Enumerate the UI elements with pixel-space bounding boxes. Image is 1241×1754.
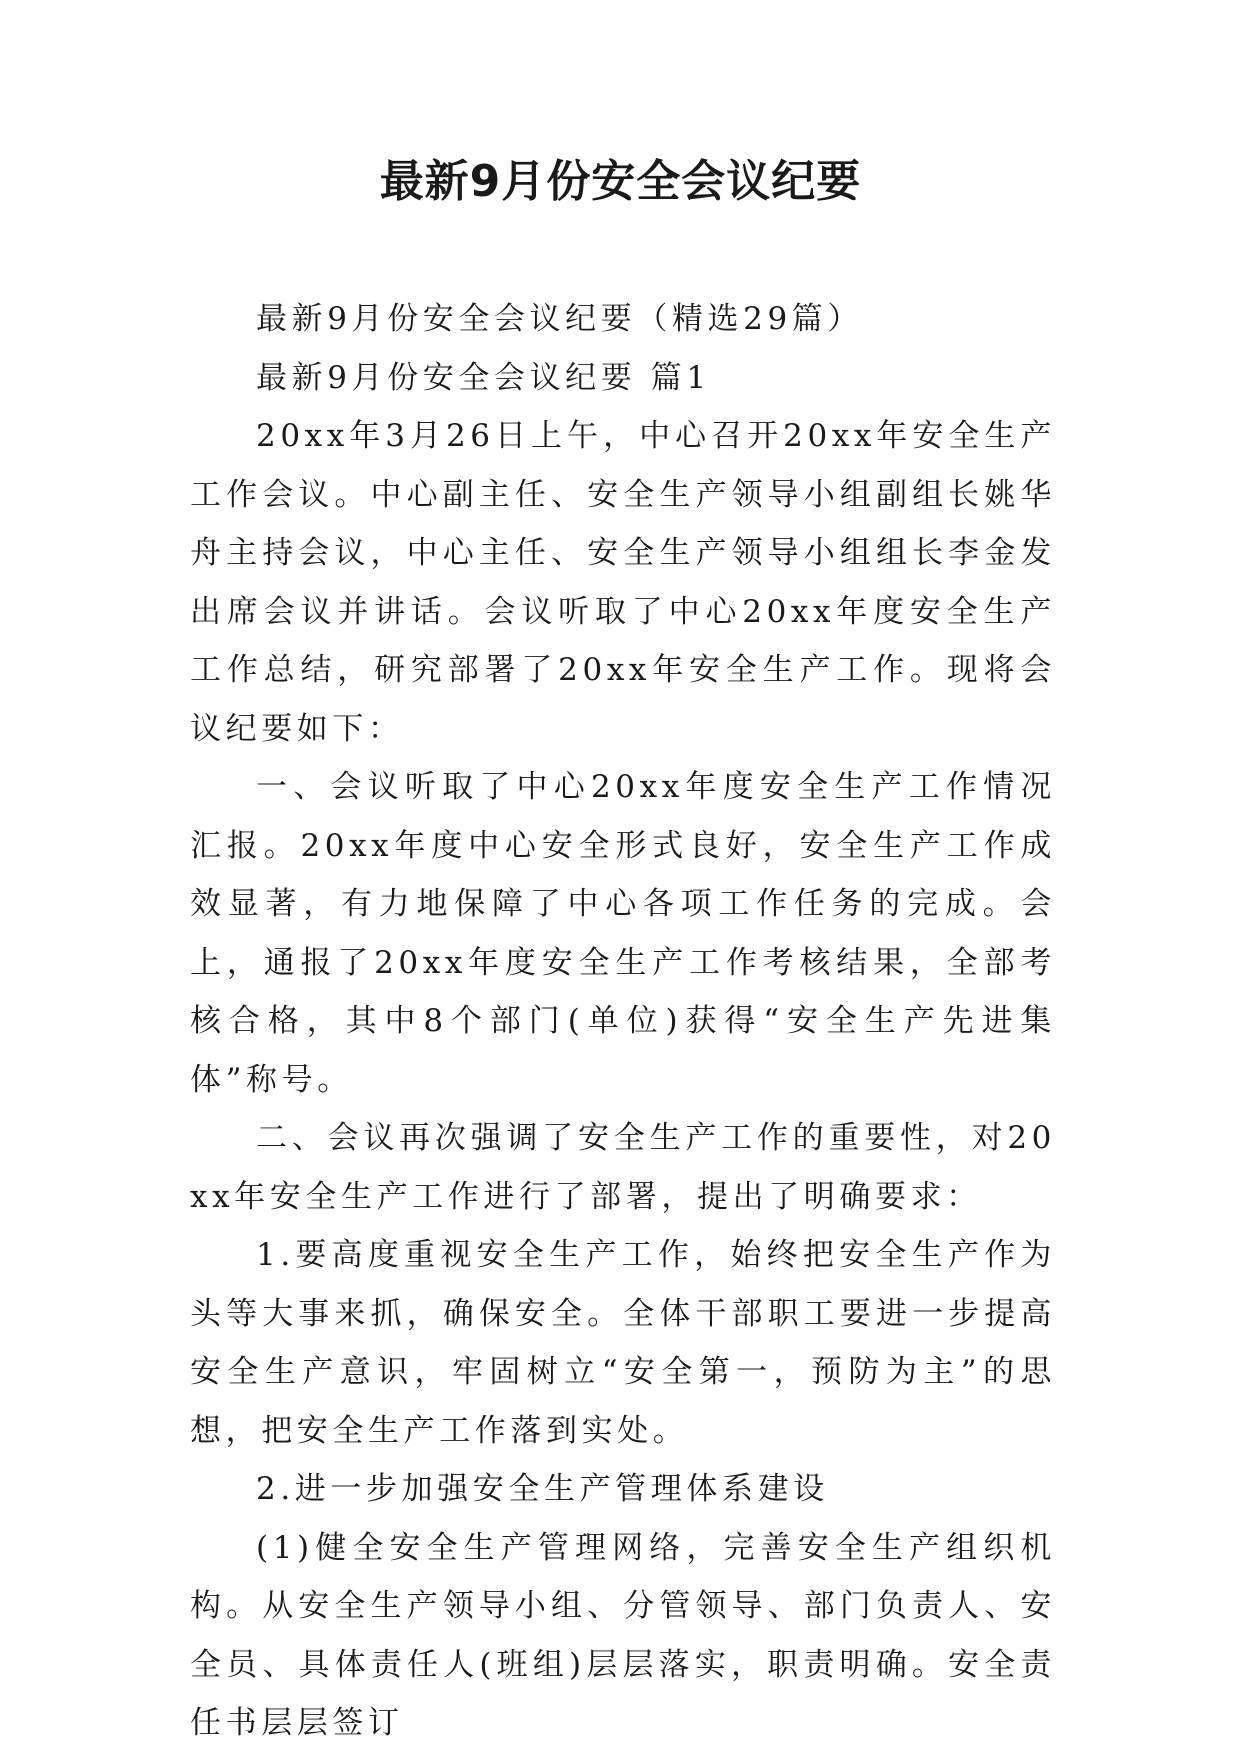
paragraph-item-two: 二、会议再次强调了安全生产工作的重要性，对20xx年安全生产工作进行了部署，提出了明确要求： [190,1120,1056,1215]
paragraph-requirement-1: 1.要高度重视安全生产工作，始终把安全生产作为头等大事来抓，确保安全。全体干部职工要进一步提高安全生产意识，牢固树立“安全第一，预防为主”的思想，把安全生产工作落到实处。 [190,1237,1056,1449]
paragraph-subtitle: 最新9月份安全会议纪要（精选29篇） [256,301,863,337]
paragraph-requirement-2: 2.进一步加强安全生产管理体系建设 [256,1471,829,1507]
document-title: 最新9月份安全会议纪要 [379,156,862,207]
paragraph-section-heading: 最新9月份安全会议纪要 篇1 [256,359,711,396]
paragraph-item-one: 一、会议听取了中心20xx年度安全生产工作情况汇报。20xx年度中心安全形式良好，安全生产工作成效显著，有力地保障了中心各项工作任务的完成。会上，通报了20xx年度安全生产工作考核结果，全部考核合格，其中8个部门(单位)获得“安全生产先进集体”称号。 [190,769,1056,1098]
paragraph-requirement-2-1: (1)健全安全生产管理网络，完善安全生产组织机构。从安全生产领导小组、分管领导、部门负责人、安全员、具体责任人(班组)层层落实，职责明确。安全责任书层层签订 [190,1529,1056,1741]
document-body [190,290,1056,1753]
paragraph-meeting-intro: 20xx年3月26日上午，中心召开20xx年安全生产工作会议。中心副主任、安全生产领导小组副组长姚华舟主持会议，中心主任、安全生产领导小组组长李金发出席会议并讲话。会议听取了中心20xx年度安全生产工作总结，研究部署了20xx年安全生产工作。现将会议纪要如下： [190,418,1056,747]
